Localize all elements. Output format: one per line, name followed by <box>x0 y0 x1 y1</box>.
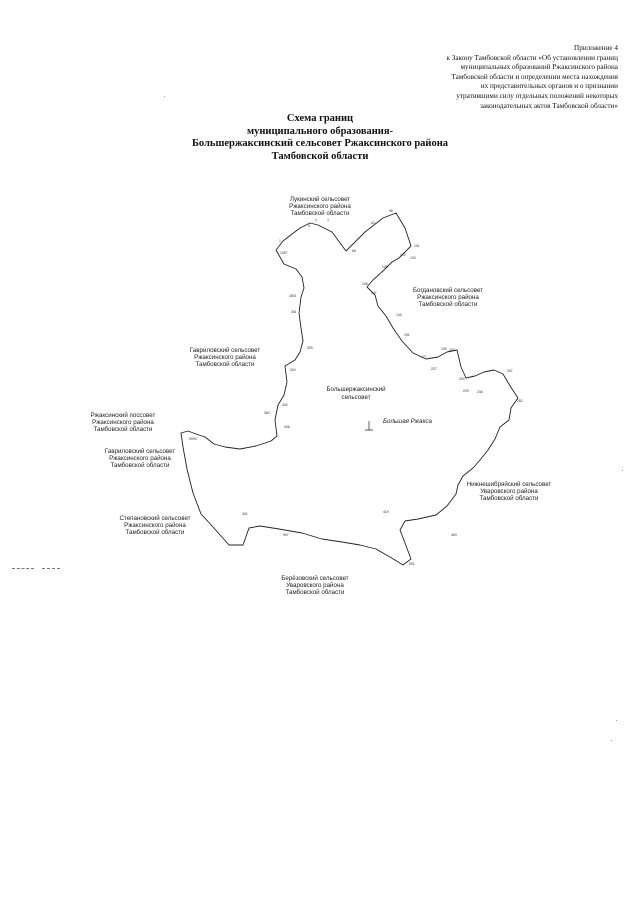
appendix-line: их представительных органов и о признании <box>480 82 618 91</box>
point-number: 246 <box>477 390 483 394</box>
scan-speck <box>622 470 623 471</box>
point-number: 309 <box>307 346 313 350</box>
appendix-line: законодательных актов Тамбовской области» <box>479 101 618 110</box>
point-number: 229 <box>463 389 469 393</box>
neighbor-label-gavrilovka-west: Гавриловский сельсовет <box>104 448 176 455</box>
appendix-line: к Закону Тамбовской области «Об установлении границ <box>446 53 618 62</box>
neighbor-label-berezovka: Берёзовский сельсовет <box>281 575 349 582</box>
point-number: T <box>315 219 318 223</box>
neighbor-label-berezovka: Уваровского района <box>286 582 344 589</box>
neighbor-label-bogdanovka: Ржаксинского района <box>417 294 479 301</box>
point-number: T <box>327 219 330 223</box>
scan-speck <box>616 720 617 721</box>
neighbor-label-gavrilovka-north: Гавриловский сельсовет <box>189 347 261 354</box>
point-number: 101 <box>414 244 420 248</box>
neighbor-label-lukino: Тамбовской области <box>290 210 350 217</box>
neighbor-label-gavrilovka-north: Тамбовской области <box>195 361 255 368</box>
title-line: Схема границ <box>286 113 354 124</box>
point-number: 1801 <box>289 294 297 298</box>
neighbor-label-rzhaksa: Тамбовской области <box>93 426 153 433</box>
neighbor-label-stepanovka: Ржаксинского района <box>124 522 186 529</box>
point-number: 96 <box>389 209 393 213</box>
neighbor-label-nizhneshibryay: Уваровского района <box>480 488 538 495</box>
point-number: 240 <box>449 348 455 352</box>
point-number: 361 <box>291 310 297 314</box>
point-number: 200 <box>459 377 465 381</box>
neighbor-label-stepanovka: Степановский сельсовет <box>119 515 191 522</box>
neighbor-label-lukino: Лукинский сельсовет <box>289 196 351 203</box>
point-number: 151 <box>404 333 410 337</box>
settlement-marker-icon <box>365 421 373 430</box>
point-number: 463 <box>451 533 457 537</box>
neighbor-label-bogdanovka: Тамбовской области <box>418 301 478 308</box>
point-number: 557 <box>283 533 289 537</box>
appendix-line: утратившими силу отдельных положений некоторых <box>456 91 618 100</box>
point-number: 103 <box>410 256 416 260</box>
title-line: Тамбовской области <box>271 150 369 162</box>
title-line: муниципального образования- <box>246 125 394 137</box>
point-number: 140 <box>396 313 402 317</box>
title-line: Большержаксинский сельсовет Ржаксинского района <box>191 138 449 149</box>
point-number: 501 <box>409 562 415 566</box>
point-number: 147 <box>371 291 377 295</box>
point-number: 360 <box>264 411 270 415</box>
scan-mark <box>42 568 60 569</box>
point-number: 102 <box>400 253 406 257</box>
point-number: 63 <box>371 221 375 225</box>
point-number: 1057 <box>280 251 288 255</box>
point-number: 6 <box>308 224 310 228</box>
point-number: 1 <box>279 239 281 243</box>
neighbor-label-stepanovka: Тамбовской области <box>125 529 185 536</box>
point-number: 419 <box>383 510 389 514</box>
scan-speck <box>611 740 612 741</box>
point-number: 401 <box>242 512 248 516</box>
appendix-line: муниципальных образований Ржаксинского района <box>460 63 618 72</box>
point-number: 9093 <box>189 437 197 441</box>
neighbor-label-gavrilovka-north: Ржаксинского района <box>194 354 256 361</box>
neighbor-label-nizhneshibryay: Нижнешибряйский сельсовет <box>466 481 552 488</box>
neighbor-label-bogdanovka: Богдановский сельсовет <box>412 287 484 294</box>
neighbor-label-berezovka: Тамбовской области <box>285 589 345 596</box>
center-label-line: сельсовет <box>341 394 371 401</box>
neighbor-label-rzhaksa: Ржаксинского района <box>92 419 154 426</box>
point-number: 105 <box>382 265 388 269</box>
point-number: 106 <box>362 282 368 286</box>
point-number: 267 <box>507 369 513 373</box>
point-number: 282 <box>517 399 523 403</box>
neighbor-label-gavrilovka-west: Тамбовской области <box>110 462 170 469</box>
appendix-line: Тамбовской области и определении места нахождения <box>451 72 618 81</box>
point-number: 346 <box>284 425 290 429</box>
settlement-label: Большая Ржакса <box>383 418 432 425</box>
point-number: 304 <box>290 368 296 372</box>
neighbor-label-nizhneshibryay: Тамбовской области <box>479 495 539 502</box>
point-number: 177 <box>421 355 427 359</box>
center-label-line: Большержаксинский <box>326 386 386 393</box>
point-number: 190 <box>441 347 447 351</box>
neighbor-label-gavrilovka-west: Ржаксинского района <box>109 455 171 462</box>
appendix-line: Приложение 4 <box>574 44 618 52</box>
point-number: 340 <box>282 403 288 407</box>
point-number: 227 <box>431 367 437 371</box>
scan-speck <box>164 96 165 97</box>
neighbor-label-lukino: Ржаксинского района <box>289 203 351 210</box>
neighbor-label-rzhaksa: Ржаксинский поссовет <box>90 412 156 419</box>
scan-mark <box>12 568 34 569</box>
point-number: 66 <box>352 249 356 253</box>
